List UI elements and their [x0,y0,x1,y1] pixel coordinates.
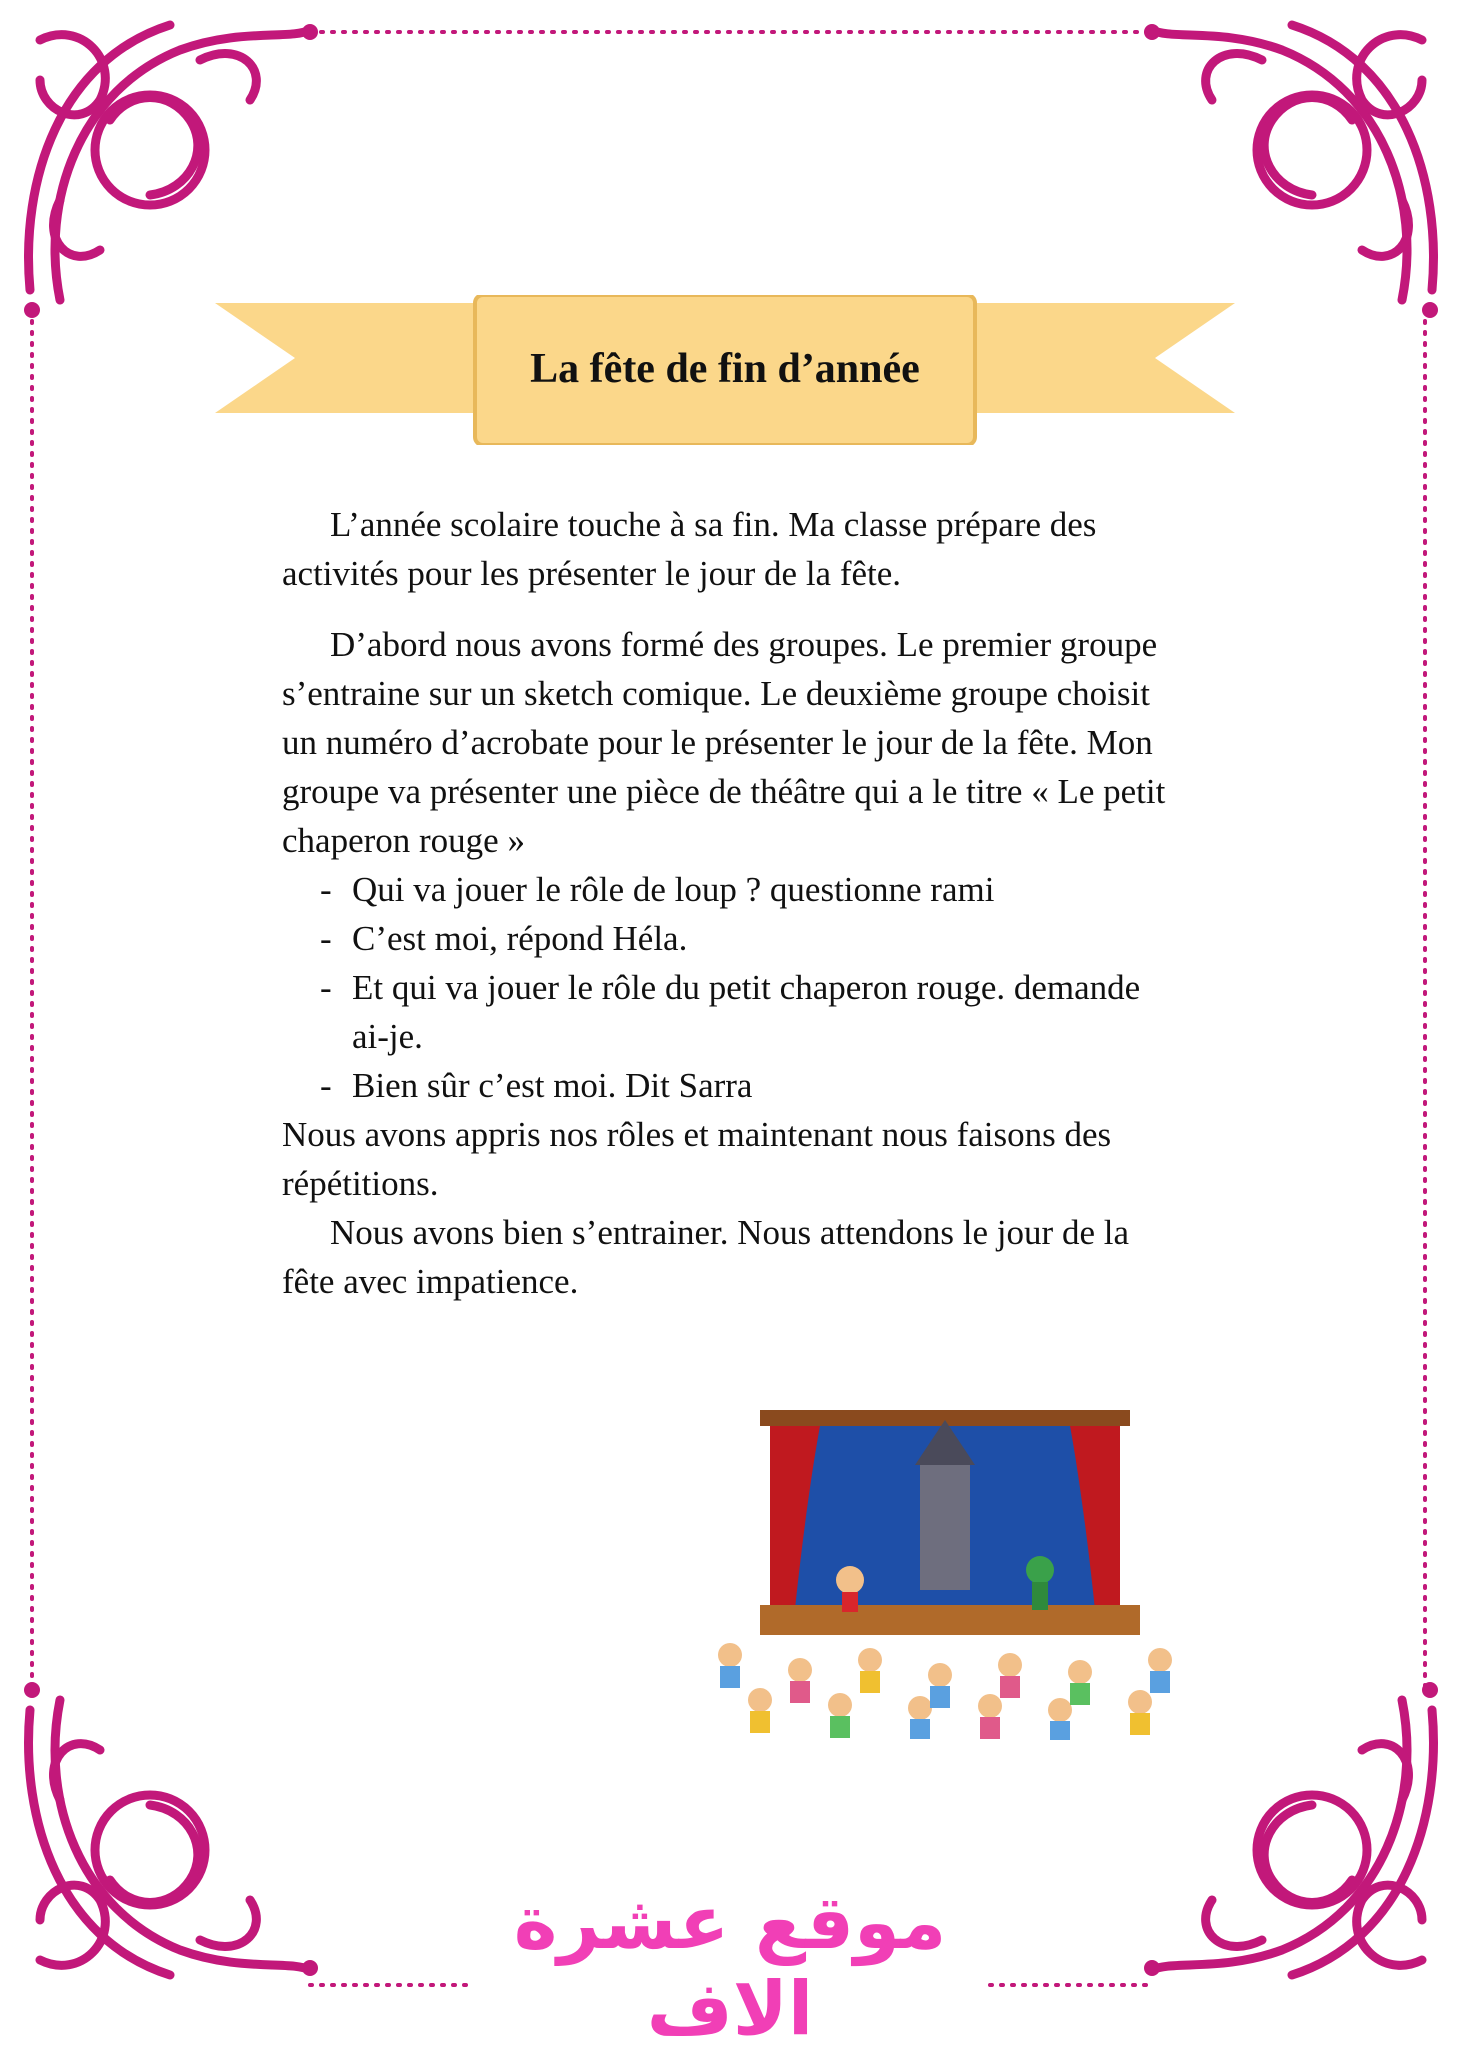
page-title: La fête de fin d’année [530,346,920,392]
corner-ornament-top-left [0,0,330,330]
paragraph-groups: D’abord nous avons formé des groupes. Le premier groupe s’entraine sur un sketch comique. Le deuxième groupe choisit un numéro d’acrobate pour le présenter le jour de la fête. Mon groupe va présenter une pièce de théâtre qui a le titre « Le petit chaperon rouge » [282,625,1166,860]
story-text [282,500,1182,1306]
watermark-logo: موقع عشرة الاف [513,1880,947,2052]
dialogue-list [282,865,1182,1110]
paragraph-roles: Nous avons appris nos rôles et maintenant nous faisons des répétitions. [282,1115,1112,1203]
dialogue-line: - Et qui va jouer le rôle du petit chaperon rouge. demande ai-je. [320,963,1182,1061]
dialogue-line: - Qui va jouer le rôle de loup ? questionne rami [320,865,1182,914]
corner-ornament-bottom-left [0,1670,330,2000]
corner-ornament-top-right [1132,0,1462,330]
paragraph-intro: L’année scolaire touche à sa fin. Ma classe prépare des activités pour les présenter le jour de la fête. [282,505,1097,593]
paragraph-ending: Nous avons bien s’entrainer. Nous attendons le jour de la fête avec impatience. [282,1213,1129,1301]
dialogue-line: - C’est moi, répond Héla. [320,914,1182,963]
theatre-stage-illustration [690,1410,1230,1740]
dialogue-line: - Bien sûr c’est moi. Dit Sarra [320,1061,1182,1110]
